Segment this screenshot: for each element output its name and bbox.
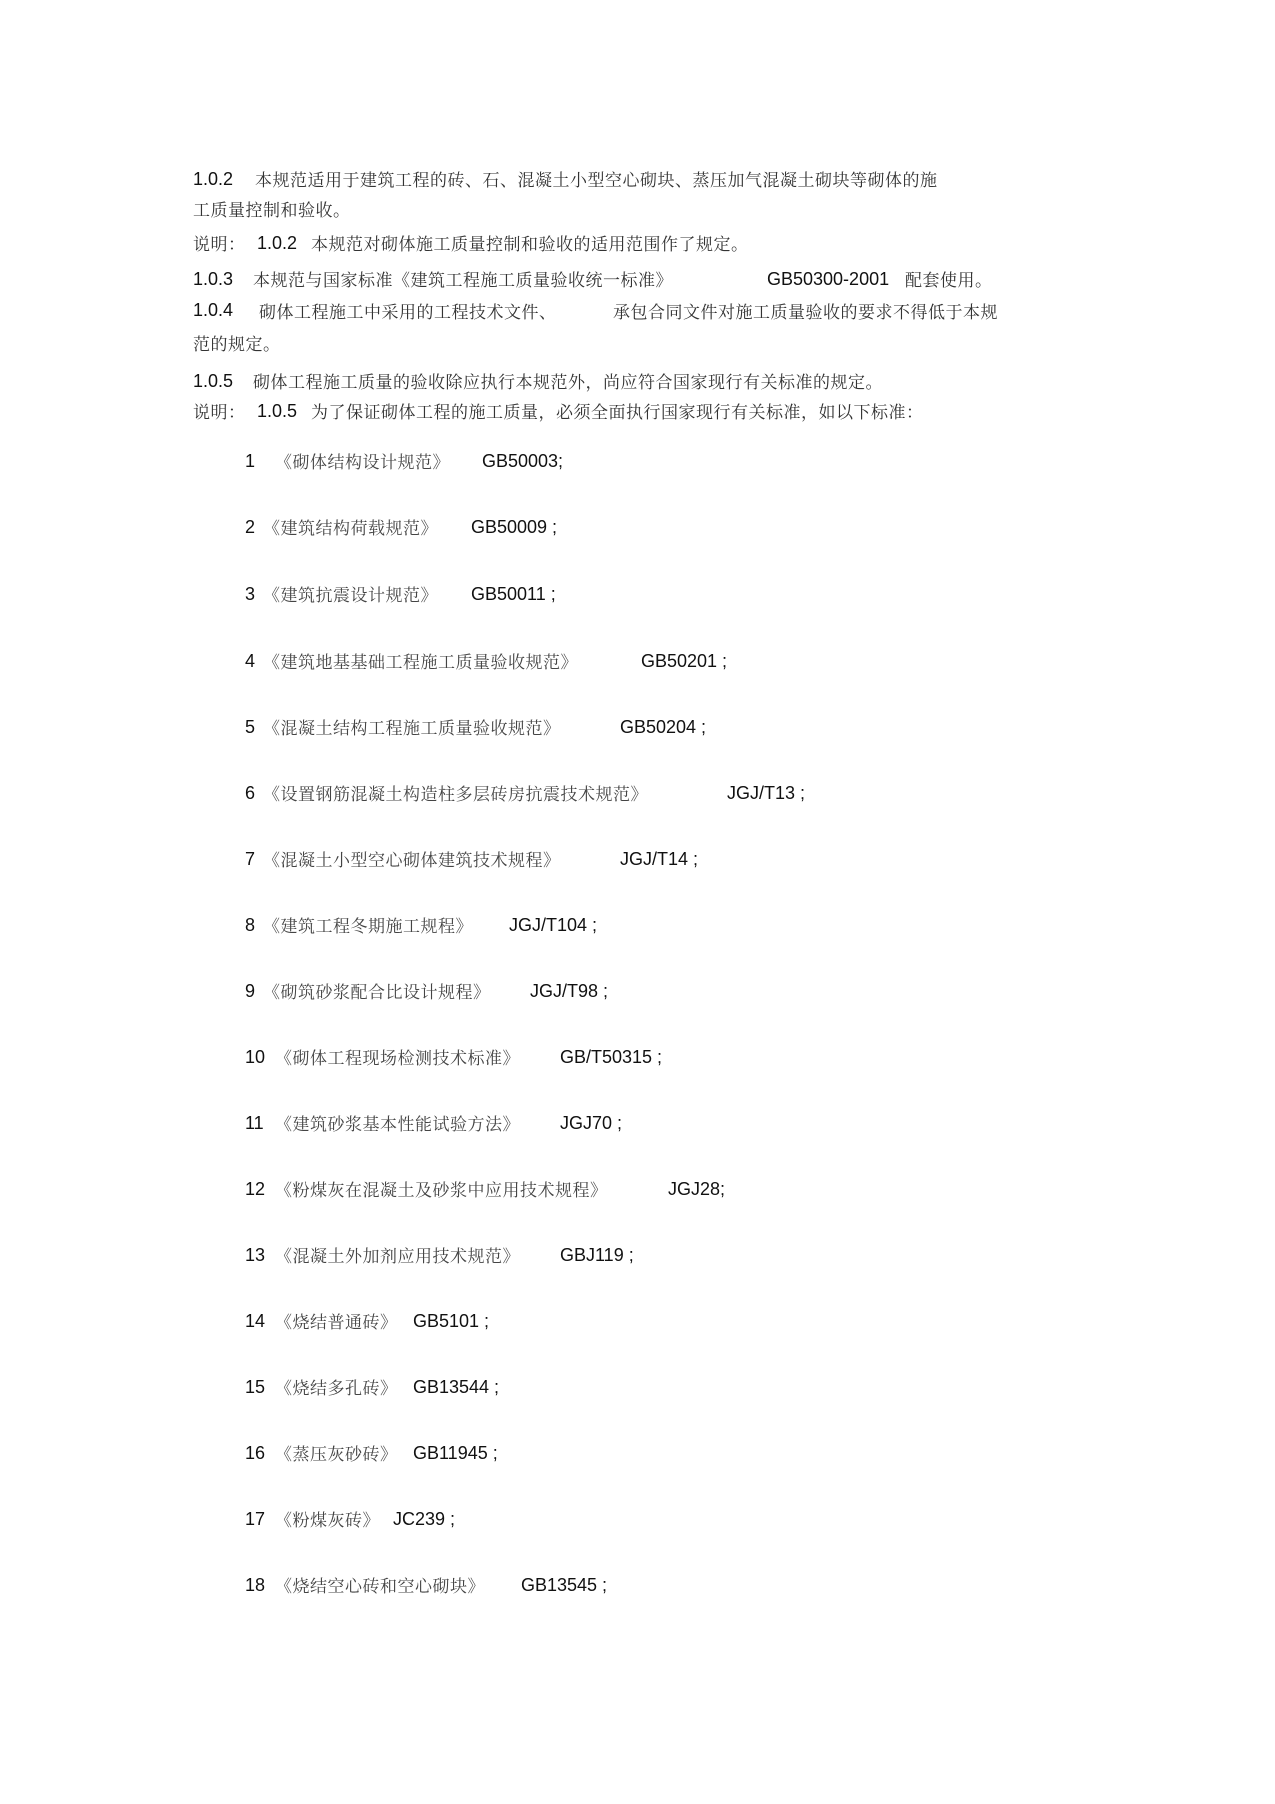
list-item [245, 583, 1045, 607]
list-item [245, 650, 1045, 674]
item-code: JGJ/T13 ; [727, 783, 806, 803]
item-title: 《建筑砂浆基本性能试验方法》 [275, 1115, 520, 1135]
standard-code: GB50300-2001 [767, 269, 890, 289]
list-item [245, 848, 1045, 872]
list-item [245, 980, 1045, 1004]
list-item [245, 1244, 1045, 1268]
item-code: GB13545 ; [521, 1575, 608, 1595]
item-title: 《设置钢筋混凝土构造柱多层砖房抗震技术规范》 [263, 785, 648, 805]
item-title: 《砌筑砂浆配合比设计规程》 [263, 983, 491, 1003]
item-number: 11 [245, 1113, 264, 1133]
list-item [245, 1376, 1045, 1400]
item-number: 2 [245, 517, 256, 537]
list-item [245, 716, 1045, 740]
list-item [245, 1178, 1045, 1202]
list-item [245, 1310, 1045, 1334]
note-text: 为了保证砌体工程的施工质量，必须全面执行国家现行有关标准，如以下标准： [311, 403, 924, 423]
item-code: JGJ/T98 ; [530, 981, 609, 1001]
list-item [245, 1046, 1045, 1070]
item-number: 5 [245, 717, 256, 737]
list-item [245, 1508, 1045, 1532]
item-code: GB50201 ; [641, 651, 728, 671]
item-number: 8 [245, 915, 256, 935]
item-code: JGJ/T14 ; [620, 849, 699, 869]
item-code: GB11945 ; [413, 1443, 498, 1463]
clause-number: 1.0.4 [193, 300, 234, 320]
item-number: 3 [245, 584, 256, 604]
item-code: GB/T50315 ; [560, 1047, 663, 1067]
list-item [245, 1574, 1045, 1598]
item-title: 《混凝土结构工程施工质量验收规范》 [263, 719, 561, 739]
item-title: 《砌体工程现场检测技术标准》 [275, 1049, 520, 1069]
item-title: 《混凝土小型空心砌体建筑技术规程》 [263, 851, 561, 871]
list-item [245, 450, 1045, 474]
note-number: 1.0.5 [257, 401, 298, 421]
item-code: GB50011 ; [471, 584, 556, 604]
item-number: 7 [245, 849, 256, 869]
item-number: 4 [245, 651, 256, 671]
list-item [245, 914, 1045, 938]
item-title: 《建筑地基基础工程施工质量验收规范》 [263, 653, 578, 673]
clause-number: 1.0.2 [193, 169, 234, 189]
list-item [245, 516, 1045, 540]
note-number: 1.0.2 [257, 233, 298, 253]
item-title: 《烧结普通砖》 [275, 1313, 398, 1333]
item-title: 《砌体结构设计规范》 [275, 453, 450, 473]
item-number: 12 [245, 1179, 266, 1199]
clause-1-0-2 [193, 168, 1093, 192]
item-number: 9 [245, 981, 256, 1001]
item-number: 13 [245, 1245, 266, 1265]
note-1-0-5 [193, 400, 1093, 424]
item-title: 《粉煤灰砖》 [275, 1511, 380, 1531]
item-code: JGJ70 ; [560, 1113, 623, 1133]
item-number: 15 [245, 1377, 266, 1397]
clause-1-0-5 [193, 370, 1093, 394]
clause-text: 砌体工程施工中采用的工程技术文件、 [259, 303, 557, 323]
item-title: 《建筑结构荷载规范》 [263, 519, 438, 539]
item-title: 《混凝土外加剂应用技术规范》 [275, 1247, 520, 1267]
item-code: GBJ119 ; [560, 1245, 634, 1265]
clause-text-end: 配套使用。 [905, 271, 993, 291]
item-title: 《蒸压灰砂砖》 [275, 1445, 398, 1465]
item-code: GB50003; [482, 451, 564, 471]
item-code: GB5101 ; [413, 1311, 490, 1331]
clause-number: 1.0.3 [193, 269, 234, 289]
item-code: GB50009 ; [471, 517, 558, 537]
note-label: 说明： [193, 403, 246, 423]
clause-text: 砌体工程施工质量的验收除应执行本规范外，尚应符合国家现行有关标准的规定。 [253, 373, 883, 393]
item-number: 1 [245, 451, 256, 471]
clause-text: 本规范适用于建筑工程的砖、石、混凝土小型空心砌块、蒸压加气混凝土砌块等砌体的施 [255, 171, 938, 191]
item-number: 18 [245, 1575, 266, 1595]
item-title: 《粉煤灰在混凝土及砂浆中应用技术规程》 [275, 1181, 608, 1201]
note-label: 说明： [193, 235, 246, 255]
item-code: GB50204 ; [620, 717, 707, 737]
item-title: 《烧结多孔砖》 [275, 1379, 398, 1399]
list-item [245, 1442, 1045, 1466]
item-title: 《烧结空心砖和空心砌块》 [275, 1577, 485, 1597]
clause-1-0-4-continuation: 范的规定。 [193, 335, 281, 355]
note-text: 本规范对砌体施工质量控制和验收的适用范围作了规定。 [311, 235, 749, 255]
note-1-0-2 [193, 232, 893, 256]
item-code: JC239 ; [393, 1509, 456, 1529]
item-title: 《建筑工程冬期施工规程》 [263, 917, 473, 937]
clause-number: 1.0.5 [193, 371, 234, 391]
list-item [245, 782, 1045, 806]
item-code: JGJ28; [668, 1179, 726, 1199]
clause-1-0-4 [193, 299, 1093, 323]
standards-list [245, 450, 1045, 1630]
item-number: 14 [245, 1311, 266, 1331]
clause-text: 本规范与国家标准《建筑工程施工质量验收统一标准》 [253, 271, 673, 291]
item-number: 16 [245, 1443, 266, 1463]
list-item [245, 1112, 1045, 1136]
clause-text-cont: 承包合同文件对施工质量验收的要求不得低于本规 [613, 303, 998, 323]
item-number: 6 [245, 783, 256, 803]
item-number: 17 [245, 1509, 266, 1529]
item-code: JGJ/T104 ; [509, 915, 598, 935]
item-code: GB13544 ; [413, 1377, 500, 1397]
item-number: 10 [245, 1047, 266, 1067]
clause-1-0-2-continuation: 工质量控制和验收。 [193, 201, 351, 221]
item-title: 《建筑抗震设计规范》 [263, 586, 438, 606]
clause-1-0-3 [193, 268, 1093, 292]
